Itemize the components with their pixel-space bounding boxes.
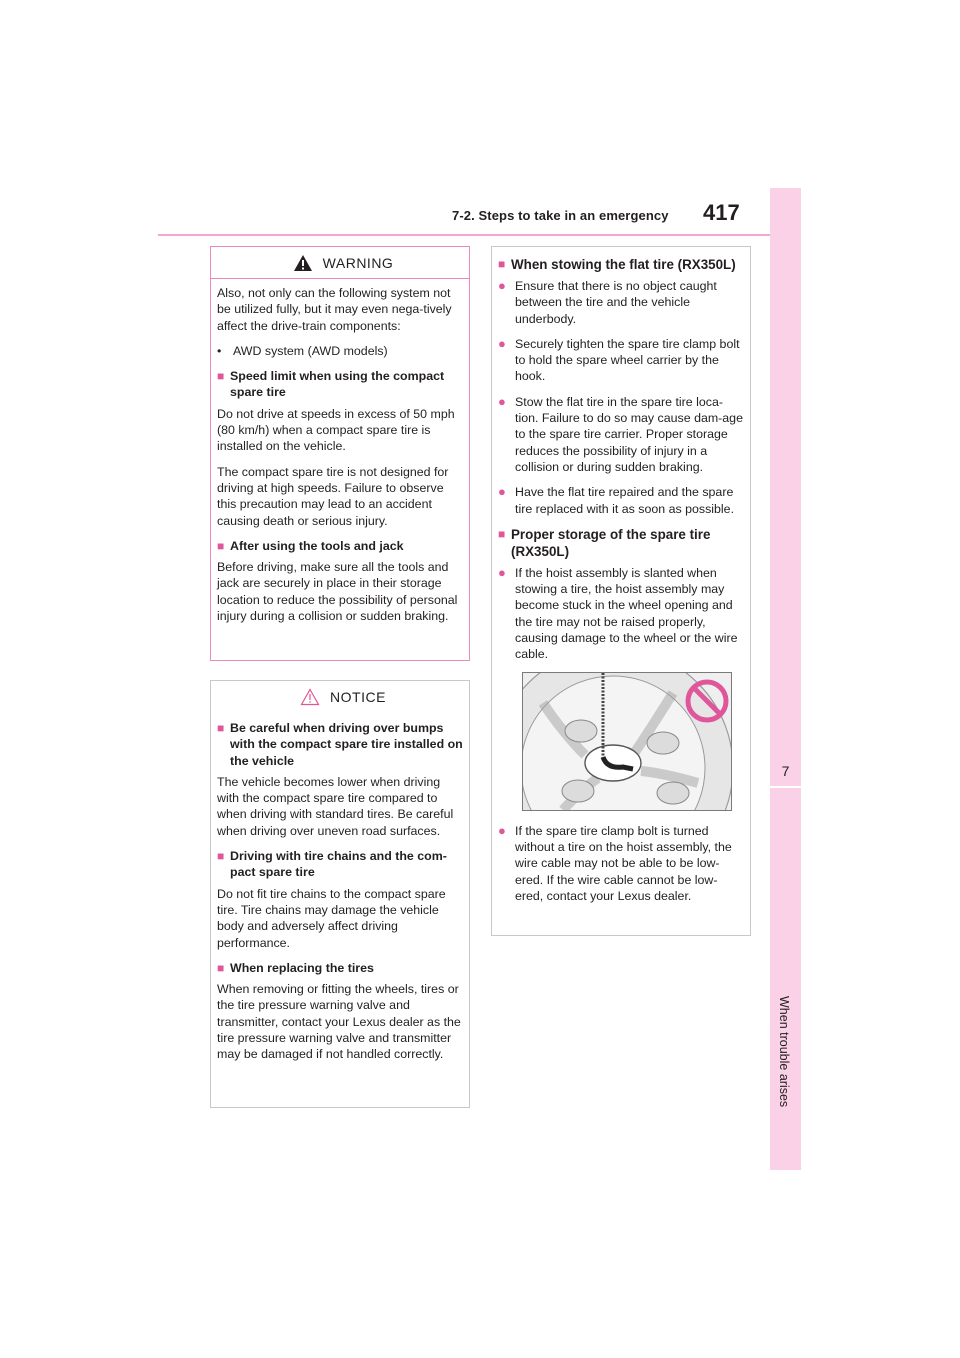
paragraph: Before driving, make sure all the tools and jack are securely in place in their storage location to reduce the possibility of personal injury during a collision or sudden braking. — [217, 560, 458, 624]
section-heading: ■ After using the tools and jack — [217, 538, 404, 553]
list-item: ● Stow the flat tire in the spare tire loca-tion. Failure to do so may cause dam-age to the spare tire carrier. Proper storage reduces the possibility of injury in a collision or during sudden braking. — [498, 393, 743, 474]
warning-header — [211, 247, 469, 279]
list-item: ● Have the flat tire repaired and the spare tire replaced with it as soon as possible. — [498, 484, 735, 516]
notice-box — [210, 680, 470, 1108]
section-heading: ■ Driving with tire chains and the com-pact spare tire — [217, 849, 447, 880]
tire-hoist-illustration — [522, 672, 732, 811]
list-item: ● Securely tighten the spare tire clamp bolt to hold the spare wheel carrier by the hook. — [498, 335, 740, 384]
warning-triangle-icon — [293, 254, 313, 272]
list-item: ● Ensure that there is no object caught between the tire and the vehicle underbody. — [498, 278, 717, 326]
section-heading: ■ When replacing the tires — [217, 960, 374, 975]
list-item: ● If the spare tire clamp bolt is turned without a tire on the hoist assembly, the wire cable may not be able to be low-ered. If the wire cable cannot be low-ered, contact your Lexus dealer. — [498, 822, 732, 903]
warning-title: WARNING — [322, 254, 394, 271]
chapter-tab-rule — [770, 786, 801, 788]
notice-triangle-icon — [300, 688, 320, 706]
chapter-number: 7 — [781, 763, 790, 779]
section-heading: ■ Proper storage of the spare tire (RX350L) — [498, 526, 711, 559]
right-info-box — [491, 246, 751, 936]
paragraph: When removing or fitting the wheels, tires or the tire pressure warning valve and transmitter, contact your Lexus dealer as the tire pressure warning valve and transmitter may be damaged if not handled correctly. — [217, 982, 461, 1062]
notice-header — [211, 681, 469, 712]
section-heading: ■ When stowing the flat tire (RX350L) — [498, 257, 736, 272]
paragraph: The compact spare tire is not designed for driving at high speeds. Failure to observe this precaution may lead to an accident causing death or serious injury. — [217, 464, 449, 528]
warning-box — [210, 246, 470, 661]
paragraph: The vehicle becomes lower when driving with the compact spare tire compared to when driving with standard tires. Be careful when driving over uneven road surfaces. — [217, 774, 454, 838]
list-item: • AWD system (AWD models) — [217, 343, 388, 358]
warning-intro: Also, not only can the following system not be utilized fully, but it may even nega-tively affect the drive-train components: — [217, 286, 452, 333]
paragraph: Do not fit tire chains to the compact spare tire. Tire chains may damage the vehicle body and adversely affect driving performance. — [217, 886, 446, 950]
chapter-title: When trouble arises — [777, 996, 791, 1108]
list-item: ● If the hoist assembly is slanted when stowing a tire, the hoist assembly may become stuck in the wheel opening and the tire may not be raised properly, causing damage to the wheel or the wire cable. — [498, 564, 738, 662]
chapter-tab — [770, 188, 801, 1170]
section-title: 7-2. Steps to take in an emergency — [452, 208, 669, 223]
section-heading: ■ Be careful when driving over bumps with the compact spare tire installed on the vehicle — [217, 721, 463, 768]
section-heading: ■ Speed limit when using the compact spare tire — [217, 369, 445, 400]
paragraph: Do not drive at speeds in excess of 50 mph (80 km/h) when a compact spare tire is installed on the vehicle. — [217, 406, 455, 454]
notice-title: NOTICE — [330, 688, 386, 705]
header-rule — [158, 234, 770, 236]
page-number: 417 — [703, 200, 740, 225]
